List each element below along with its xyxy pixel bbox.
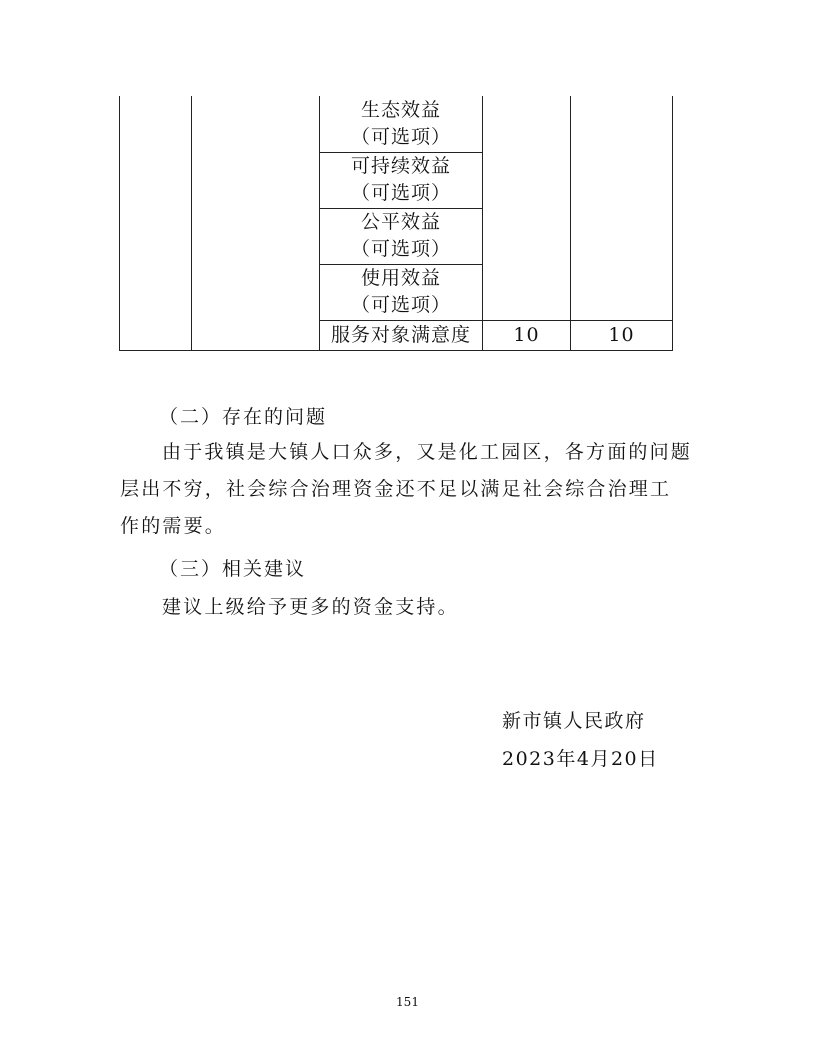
table-cell-indicator [320,264,483,320]
score-a-value: 10 [513,323,540,346]
indicator-note: （可选项） [350,294,451,316]
table-cell-score-b [571,320,673,350]
performance-table [119,96,673,351]
page-number: 151 [396,995,419,1009]
table-cell-level1 [120,96,192,350]
signature-org: 新市镇人民政府 [502,710,646,732]
table-cell-indicator [320,208,483,264]
indicator-note: （可选项） [350,238,451,260]
signature-date: 2023年4月20日 [502,748,659,770]
section3-body: 建议上级给予更多的资金支持。 [162,596,459,618]
table-cell-score-a [483,96,571,320]
table-cell-level2 [192,96,320,350]
section2-body: 由于我镇是大镇人口众多，又是化工园区，各方面的问题层出不穷，社会综合治理资金还不足以满足社会综合治理工作的需要。 [120,441,693,537]
table-cell-indicator [320,152,483,208]
indicator-label: 公平效益 [360,211,441,233]
table-cell-score-b [571,96,673,320]
indicator-label: 可持续效益 [350,155,451,177]
table-cell-indicator [320,96,483,152]
indicator-note: （可选项） [350,125,451,148]
indicator-note: （可选项） [350,182,451,204]
table-cell-indicator [320,320,483,350]
table-row [120,96,673,152]
performance-table-wrapper [119,96,673,351]
section3-heading: （三）相关建议 [159,558,307,580]
indicator-label: 使用效益 [360,267,441,289]
indicator-label: 服务对象满意度 [330,323,471,346]
score-b-value: 10 [608,323,635,346]
section2-heading: （二）存在的问题 [159,406,328,428]
indicator-label: 生态效益 [360,98,441,121]
table-cell-score-a [483,320,571,350]
